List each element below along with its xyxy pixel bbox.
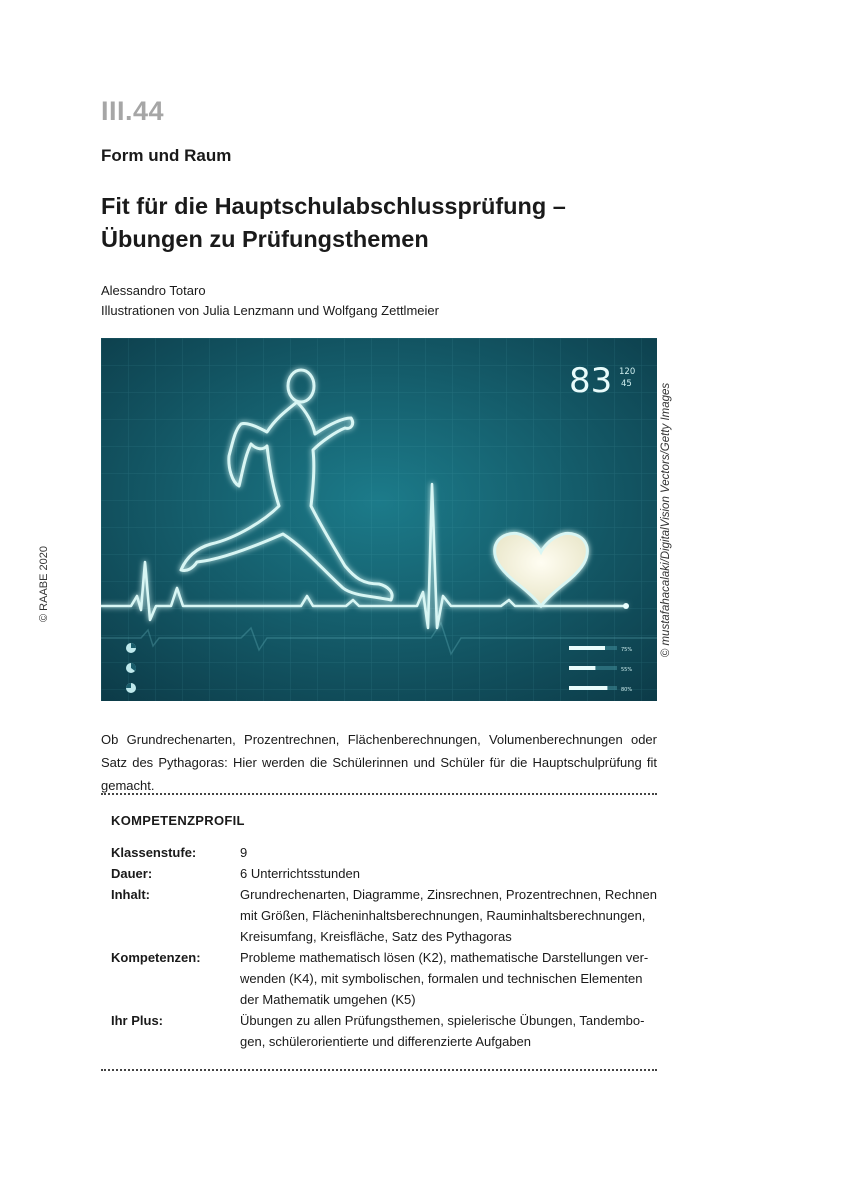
profile-row-plus: [111, 1010, 651, 1052]
bp-bottom-value: 45: [621, 379, 632, 389]
profile-label: Kompetenzen:: [111, 950, 201, 965]
profile-value: [240, 1010, 651, 1052]
value-line: Kreisumfang, Kreisfläche, Satz des Pythagoras: [240, 929, 512, 944]
bp-top-value: 120: [619, 367, 636, 377]
pie-indicators: [126, 643, 136, 693]
divider-top: [101, 793, 657, 795]
progress-fill: [569, 686, 607, 690]
value-line: 6 Unterrichtsstunden: [240, 866, 360, 881]
profile-row-duration: [111, 863, 651, 884]
heart-rate-value: 83: [569, 361, 613, 401]
title-line-2: Übungen zu Prüfungsthemen: [101, 226, 429, 252]
profile-row-competences: [111, 947, 651, 1010]
value-line: 9: [240, 845, 248, 860]
category-label: Form und Raum: [101, 146, 232, 165]
profile-value: [240, 863, 651, 884]
value-line: Grundrechenarten, Diagramme, Zinsrechnen, Prozentrechnen, Rechnen: [240, 887, 657, 902]
profile-value: [240, 947, 651, 1010]
hero-image: [101, 338, 657, 701]
section-code: III.44: [101, 96, 165, 126]
progress-label: 80%: [621, 687, 633, 693]
author-block: [101, 281, 439, 321]
intro-paragraph: Ob Grundrechenarten, Prozentrechnen, Flächenberechnungen, Volumenberechnungen oder Satz des Pythagoras: Hier werden die Schülerinnen und Schüler für die Hauptschulprüfung fit gemacht.: [101, 732, 657, 793]
side-copyright: © RAABE 2020: [38, 546, 50, 622]
value-line: der Mathematik umgehen (K5): [240, 992, 416, 1007]
value-line: Übungen zu allen Prüfungsthemen, spielerische Übungen, Tandembo-: [240, 1013, 645, 1028]
title-line-1: Fit für die Hauptschulabschlussprüfung –: [101, 193, 566, 219]
progress-label: 75%: [621, 647, 633, 653]
progress-fill: [569, 646, 605, 650]
profile-row-content: [111, 884, 657, 947]
value-line: gen, schülerorientierte und differenzierte Aufgaben: [240, 1034, 532, 1049]
page-title: [101, 190, 721, 256]
progress-label: 55%: [621, 667, 633, 673]
value-line: Probleme mathematisch lösen (K2), mathematische Darstellungen ver-: [240, 950, 649, 965]
value-line: mit Größen, Flächeninhaltsberechnungen, Rauminhaltsberechnungen,: [240, 908, 646, 923]
profile-value: [240, 842, 651, 863]
profile-label: Inhalt:: [111, 887, 150, 902]
progress-fill: [569, 666, 595, 670]
value-line: wenden (K4), mit symbolischen, formalen und technischen Elementen: [240, 971, 643, 986]
profile-label: Ihr Plus:: [111, 1013, 164, 1028]
divider-bottom: [101, 1069, 657, 1071]
profile-row-grade: [111, 842, 651, 863]
ecg-end-dot: [623, 603, 629, 609]
author-name: Alessandro Totaro: [101, 283, 206, 298]
fitness-heartbeat-illustration: [101, 338, 657, 701]
profile-title: KOMPETENZPROFIL: [111, 813, 245, 828]
image-credit: © mustafahacalaki/DigitalVision Vectors/Getty Images: [660, 382, 672, 658]
profile-label: Klassenstufe:: [111, 845, 197, 860]
illustrators: Illustrationen von Julia Lenzmann und Wolfgang Zettlmeier: [101, 303, 439, 318]
competence-profile: [111, 842, 657, 1052]
profile-value: [240, 884, 657, 947]
profile-label: Dauer:: [111, 866, 153, 881]
